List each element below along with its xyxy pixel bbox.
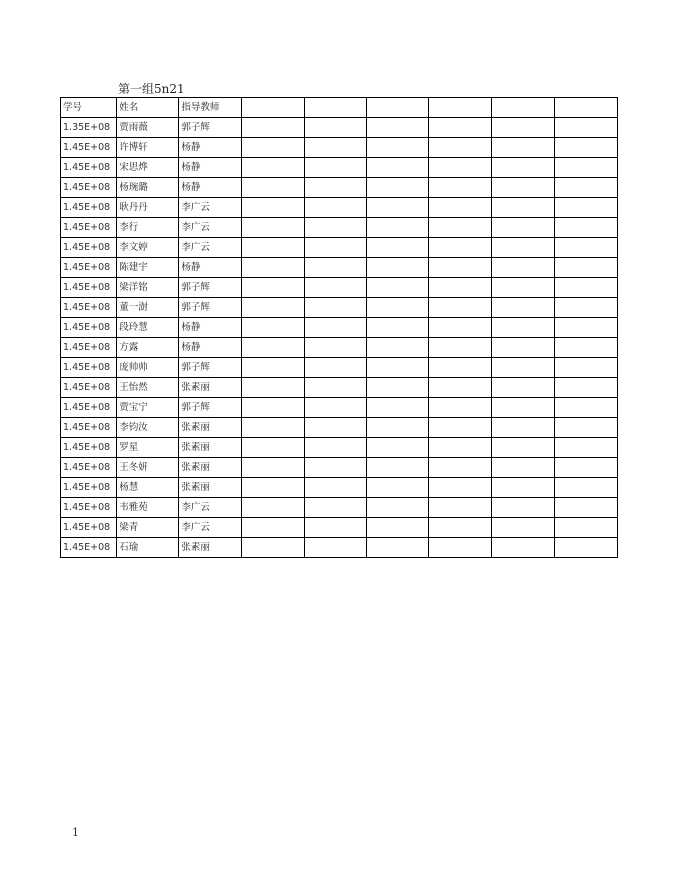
student-id-cell: 1.45E+08 <box>61 418 117 438</box>
empty-cell <box>429 458 491 478</box>
table-row <box>61 378 618 398</box>
empty-cell <box>304 198 366 218</box>
empty-cell <box>367 338 429 358</box>
empty-cell <box>367 198 429 218</box>
empty-cell <box>429 438 491 458</box>
empty-cell <box>241 418 304 438</box>
empty-header-cell <box>367 98 429 118</box>
empty-cell <box>367 398 429 418</box>
empty-cell <box>429 278 491 298</box>
student-id-cell: 1.45E+08 <box>61 298 117 318</box>
table-row <box>61 318 618 338</box>
empty-cell <box>429 538 491 558</box>
table-row <box>61 278 618 298</box>
advisor-cell: 张素丽 <box>179 378 241 398</box>
empty-cell <box>554 298 617 318</box>
empty-cell <box>429 478 491 498</box>
student-name-cell: 陈建宇 <box>117 258 179 278</box>
table-header <box>61 98 618 118</box>
empty-cell <box>367 158 429 178</box>
advisor-cell: 郭子辉 <box>179 358 241 378</box>
table-row <box>61 358 618 378</box>
empty-cell <box>304 358 366 378</box>
student-id-cell: 1.45E+08 <box>61 438 117 458</box>
student-name-cell: 王冬妍 <box>117 458 179 478</box>
advisor-cell: 杨静 <box>179 178 241 198</box>
empty-cell <box>304 418 366 438</box>
student-name-cell: 宋思烨 <box>117 158 179 178</box>
advisor-cell: 李广云 <box>179 238 241 258</box>
empty-cell <box>554 138 617 158</box>
empty-cell <box>241 158 304 178</box>
empty-cell <box>429 158 491 178</box>
empty-cell <box>367 378 429 398</box>
empty-cell <box>429 178 491 198</box>
empty-cell <box>367 518 429 538</box>
student-id-cell: 1.45E+08 <box>61 258 117 278</box>
empty-cell <box>367 358 429 378</box>
empty-cell <box>491 538 554 558</box>
table-row <box>61 158 618 178</box>
student-id-cell: 1.45E+08 <box>61 538 117 558</box>
empty-cell <box>491 378 554 398</box>
student-id-cell: 1.45E+08 <box>61 478 117 498</box>
empty-cell <box>554 498 617 518</box>
empty-cell <box>304 138 366 158</box>
empty-cell <box>491 418 554 438</box>
student-name-cell: 韦雅苑 <box>117 498 179 518</box>
empty-header-cell <box>491 98 554 118</box>
student-name-cell: 杨慧 <box>117 478 179 498</box>
student-id-cell: 1.45E+08 <box>61 358 117 378</box>
empty-cell <box>241 518 304 538</box>
empty-cell <box>367 218 429 238</box>
empty-cell <box>554 478 617 498</box>
empty-cell <box>241 238 304 258</box>
empty-cell <box>554 218 617 238</box>
empty-cell <box>241 398 304 418</box>
student-id-cell: 1.45E+08 <box>61 498 117 518</box>
table-row <box>61 438 618 458</box>
empty-cell <box>304 458 366 478</box>
student-name-cell: 石瑜 <box>117 538 179 558</box>
table-row <box>61 238 618 258</box>
empty-cell <box>554 538 617 558</box>
table-row <box>61 198 618 218</box>
student-id-cell: 1.45E+08 <box>61 178 117 198</box>
student-name-cell: 罗星 <box>117 438 179 458</box>
empty-cell <box>367 278 429 298</box>
table-row <box>61 478 618 498</box>
table-row <box>61 498 618 518</box>
table-row <box>61 298 618 318</box>
empty-header-cell <box>429 98 491 118</box>
empty-cell <box>241 258 304 278</box>
student-id-cell: 1.45E+08 <box>61 138 117 158</box>
empty-cell <box>429 298 491 318</box>
student-name-cell: 庞帅帅 <box>117 358 179 378</box>
advisor-cell: 郭子辉 <box>179 398 241 418</box>
empty-cell <box>554 338 617 358</box>
advisor-cell: 郭子辉 <box>179 118 241 138</box>
empty-cell <box>304 238 366 258</box>
advisor-cell: 杨静 <box>179 338 241 358</box>
page-number: 1 <box>72 826 79 839</box>
student-id-cell: 1.45E+08 <box>61 318 117 338</box>
table-row <box>61 458 618 478</box>
student-table <box>60 97 618 558</box>
table-row <box>61 138 618 158</box>
empty-cell <box>554 318 617 338</box>
empty-cell <box>241 538 304 558</box>
student-name-cell: 梁洋铭 <box>117 278 179 298</box>
empty-cell <box>304 378 366 398</box>
student-name-cell: 董一澍 <box>117 298 179 318</box>
empty-cell <box>554 438 617 458</box>
empty-cell <box>554 398 617 418</box>
empty-cell <box>429 378 491 398</box>
empty-cell <box>429 418 491 438</box>
student-id-cell: 1.45E+08 <box>61 378 117 398</box>
student-id-cell: 1.45E+08 <box>61 198 117 218</box>
empty-header-cell <box>304 98 366 118</box>
student-id-cell: 1.45E+08 <box>61 338 117 358</box>
empty-cell <box>304 258 366 278</box>
empty-cell <box>241 458 304 478</box>
empty-cell <box>304 538 366 558</box>
empty-cell <box>491 258 554 278</box>
advisor-cell: 李广云 <box>179 198 241 218</box>
empty-cell <box>304 218 366 238</box>
empty-cell <box>367 478 429 498</box>
empty-cell <box>367 238 429 258</box>
student-name-cell: 梁青 <box>117 518 179 538</box>
empty-cell <box>304 498 366 518</box>
empty-cell <box>367 458 429 478</box>
student-name-cell: 许博轩 <box>117 138 179 158</box>
empty-cell <box>491 518 554 538</box>
empty-cell <box>554 158 617 178</box>
advisor-cell: 张素丽 <box>179 458 241 478</box>
student-name-cell: 李文婷 <box>117 238 179 258</box>
empty-cell <box>554 358 617 378</box>
empty-cell <box>367 318 429 338</box>
empty-cell <box>491 478 554 498</box>
student-id-cell: 1.45E+08 <box>61 518 117 538</box>
empty-cell <box>491 138 554 158</box>
empty-cell <box>429 198 491 218</box>
student-id-cell: 1.45E+08 <box>61 218 117 238</box>
empty-cell <box>241 178 304 198</box>
empty-cell <box>241 478 304 498</box>
advisor-cell: 杨静 <box>179 138 241 158</box>
empty-cell <box>491 338 554 358</box>
empty-cell <box>491 298 554 318</box>
empty-cell <box>367 418 429 438</box>
student-name-cell: 耿丹丹 <box>117 198 179 218</box>
header-cell: 姓名 <box>117 98 179 118</box>
table-row <box>61 118 618 138</box>
student-name-cell: 杨琬璐 <box>117 178 179 198</box>
empty-cell <box>429 518 491 538</box>
advisor-cell: 郭子辉 <box>179 298 241 318</box>
advisor-cell: 张素丽 <box>179 538 241 558</box>
advisor-cell: 张素丽 <box>179 478 241 498</box>
empty-cell <box>304 298 366 318</box>
empty-cell <box>429 498 491 518</box>
empty-cell <box>554 278 617 298</box>
student-name-cell: 段玲慧 <box>117 318 179 338</box>
table-row <box>61 258 618 278</box>
empty-cell <box>304 398 366 418</box>
empty-cell <box>304 178 366 198</box>
empty-cell <box>554 518 617 538</box>
empty-cell <box>491 158 554 178</box>
empty-cell <box>554 118 617 138</box>
advisor-cell: 郭子辉 <box>179 278 241 298</box>
empty-cell <box>491 238 554 258</box>
empty-cell <box>367 438 429 458</box>
empty-cell <box>241 278 304 298</box>
empty-cell <box>554 418 617 438</box>
empty-cell <box>429 138 491 158</box>
table-row <box>61 538 618 558</box>
empty-cell <box>491 358 554 378</box>
empty-cell <box>304 438 366 458</box>
student-name-cell: 李钧汝 <box>117 418 179 438</box>
empty-cell <box>241 438 304 458</box>
empty-cell <box>491 198 554 218</box>
empty-cell <box>367 538 429 558</box>
empty-cell <box>554 238 617 258</box>
student-name-cell: 李行 <box>117 218 179 238</box>
table-row <box>61 338 618 358</box>
empty-cell <box>429 358 491 378</box>
empty-cell <box>304 318 366 338</box>
empty-cell <box>429 218 491 238</box>
empty-cell <box>491 398 554 418</box>
empty-cell <box>554 258 617 278</box>
empty-cell <box>429 238 491 258</box>
student-name-cell: 贾雨薇 <box>117 118 179 138</box>
student-name-cell: 王怡然 <box>117 378 179 398</box>
student-id-cell: 1.45E+08 <box>61 458 117 478</box>
empty-cell <box>429 118 491 138</box>
empty-cell <box>241 118 304 138</box>
empty-cell <box>491 118 554 138</box>
empty-cell <box>429 258 491 278</box>
advisor-cell: 杨静 <box>179 318 241 338</box>
empty-cell <box>491 438 554 458</box>
table-row <box>61 218 618 238</box>
empty-cell <box>304 338 366 358</box>
student-name-cell: 方露 <box>117 338 179 358</box>
empty-cell <box>491 498 554 518</box>
empty-cell <box>241 378 304 398</box>
empty-cell <box>304 278 366 298</box>
empty-cell <box>241 138 304 158</box>
empty-cell <box>304 478 366 498</box>
table-row <box>61 518 618 538</box>
empty-cell <box>241 298 304 318</box>
empty-cell <box>241 218 304 238</box>
table-body <box>61 118 618 558</box>
empty-cell <box>491 318 554 338</box>
empty-header-cell <box>554 98 617 118</box>
empty-cell <box>241 498 304 518</box>
empty-cell <box>367 118 429 138</box>
advisor-cell: 李广云 <box>179 498 241 518</box>
empty-cell <box>554 378 617 398</box>
student-id-cell: 1.45E+08 <box>61 278 117 298</box>
table-row <box>61 178 618 198</box>
empty-cell <box>241 198 304 218</box>
student-id-cell: 1.35E+08 <box>61 118 117 138</box>
advisor-cell: 李广云 <box>179 218 241 238</box>
table-row <box>61 398 618 418</box>
student-name-cell: 贾宝宁 <box>117 398 179 418</box>
empty-cell <box>554 198 617 218</box>
header-row <box>61 98 618 118</box>
empty-cell <box>367 178 429 198</box>
advisor-cell: 张素丽 <box>179 438 241 458</box>
empty-cell <box>491 218 554 238</box>
table-row <box>61 418 618 438</box>
advisor-cell: 李广云 <box>179 518 241 538</box>
empty-cell <box>429 318 491 338</box>
header-cell: 学号 <box>61 98 117 118</box>
empty-cell <box>367 498 429 518</box>
empty-cell <box>491 278 554 298</box>
header-cell: 指导教师 <box>179 98 241 118</box>
empty-cell <box>554 178 617 198</box>
empty-cell <box>367 258 429 278</box>
empty-cell <box>429 398 491 418</box>
empty-cell <box>367 298 429 318</box>
empty-cell <box>304 118 366 138</box>
empty-cell <box>241 338 304 358</box>
sheet-title: 第一组5n21 <box>118 82 185 96</box>
empty-cell <box>304 158 366 178</box>
empty-header-cell <box>241 98 304 118</box>
advisor-cell: 张素丽 <box>179 418 241 438</box>
empty-cell <box>367 138 429 158</box>
empty-cell <box>241 358 304 378</box>
empty-cell <box>241 318 304 338</box>
empty-cell <box>304 518 366 538</box>
student-id-cell: 1.45E+08 <box>61 238 117 258</box>
advisor-cell: 杨静 <box>179 158 241 178</box>
empty-cell <box>554 458 617 478</box>
student-id-cell: 1.45E+08 <box>61 398 117 418</box>
empty-cell <box>491 458 554 478</box>
empty-cell <box>429 338 491 358</box>
empty-cell <box>491 178 554 198</box>
student-id-cell: 1.45E+08 <box>61 158 117 178</box>
advisor-cell: 杨静 <box>179 258 241 278</box>
